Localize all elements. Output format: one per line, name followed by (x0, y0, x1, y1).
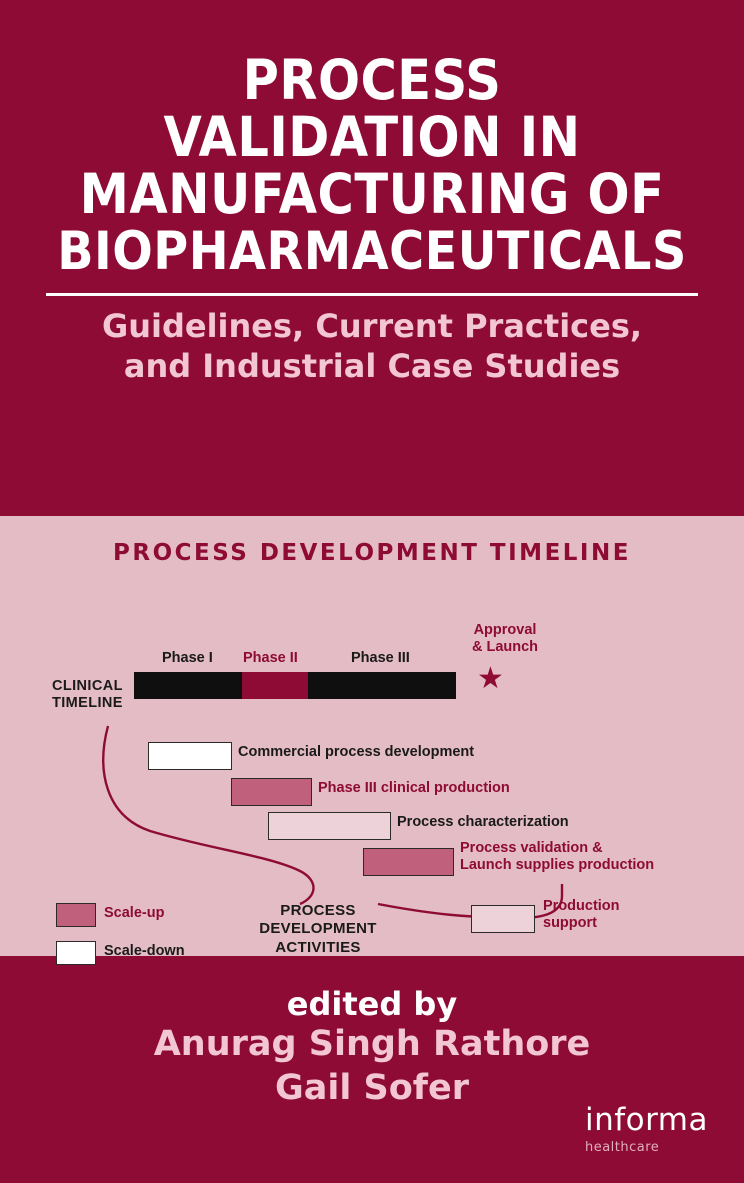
activity-bar-production-support (471, 905, 535, 933)
figure-title: PROCESS DEVELOPMENT TIMELINE (113, 540, 631, 566)
pda-line-2: DEVELOPMENT (259, 920, 377, 938)
title-divider (46, 293, 698, 296)
figure-panel (0, 516, 744, 959)
activity-bar-process-characterization (268, 812, 391, 840)
legend-label-scale-down: Scale-down (104, 943, 185, 959)
publisher-imprint: healthcare (584, 1140, 660, 1155)
publisher-logo (585, 1102, 708, 1155)
subtitle-line-2: and Industrial Case Studies (123, 346, 621, 385)
activity-label-process-characterization: Process characterization (397, 814, 569, 830)
editor-name-1: Anurag Singh Rathore (153, 1024, 591, 1064)
title-line-2: VALIDATION IN (163, 105, 581, 170)
clinical-timeline-label-line1: CLINICAL (52, 678, 123, 694)
edited-by-label: edited by (286, 985, 458, 1023)
legend-label-scale-up: Scale-up (104, 905, 165, 921)
title-line-4: BIOPHARMACEUTICALS (57, 220, 687, 282)
activity-bar-commercial-process-development (148, 742, 232, 770)
process-development-activities-caption (258, 902, 378, 957)
activity-label-production-support-line2: support (543, 915, 597, 932)
clinical-timeline-label (52, 678, 123, 711)
activity-label-production-support (543, 898, 620, 933)
process-development-timeline-chart (0, 566, 744, 959)
publisher-name: informa (584, 1102, 708, 1138)
clinical-timeline-label-line2: TIMELINE (52, 694, 123, 711)
legend-swatch-scale-down (56, 941, 96, 965)
approval-label-line1: Approval (473, 622, 537, 638)
legend-swatch-scale-up (56, 903, 96, 927)
activity-label-production-support-line1: Production (543, 898, 620, 914)
activity-bar-process-validation (363, 848, 454, 876)
activity-label-process-validation-line1: Process validation & (460, 840, 603, 856)
editor-name-2: Gail Sofer (274, 1067, 469, 1108)
approval-launch-label (440, 622, 570, 657)
timeline-bar-phase-iii (308, 672, 456, 699)
timeline-bar-phase-i (134, 672, 242, 699)
activity-label-process-validation (460, 840, 654, 875)
activity-label-commercial-process-development: Commercial process development (238, 744, 475, 760)
editors-block (0, 985, 744, 1111)
subtitle-line-1: Guidelines, Current Practices, (101, 306, 643, 345)
pda-line-1: PROCESS (280, 902, 356, 919)
title-line-3: MANUFACTURING OF (79, 162, 665, 227)
activity-label-phase-iii-clinical-production: Phase III clinical production (318, 780, 510, 796)
approval-label-line2: & Launch (471, 639, 539, 656)
phase-ii-label: Phase II (243, 650, 298, 666)
activity-label-process-validation-line2: Launch supplies production (460, 857, 655, 874)
activity-bar-phase-iii-clinical-production (231, 778, 312, 806)
phase-iii-label: Phase III (351, 650, 410, 666)
phase-i-label: Phase I (162, 650, 213, 666)
timeline-bar-phase-ii (242, 672, 308, 699)
approval-star-icon: ★ (477, 662, 504, 695)
title-line-1: PROCESS (242, 48, 502, 112)
pda-line-3: ACTIVITIES (275, 938, 361, 956)
title-block (0, 48, 744, 386)
